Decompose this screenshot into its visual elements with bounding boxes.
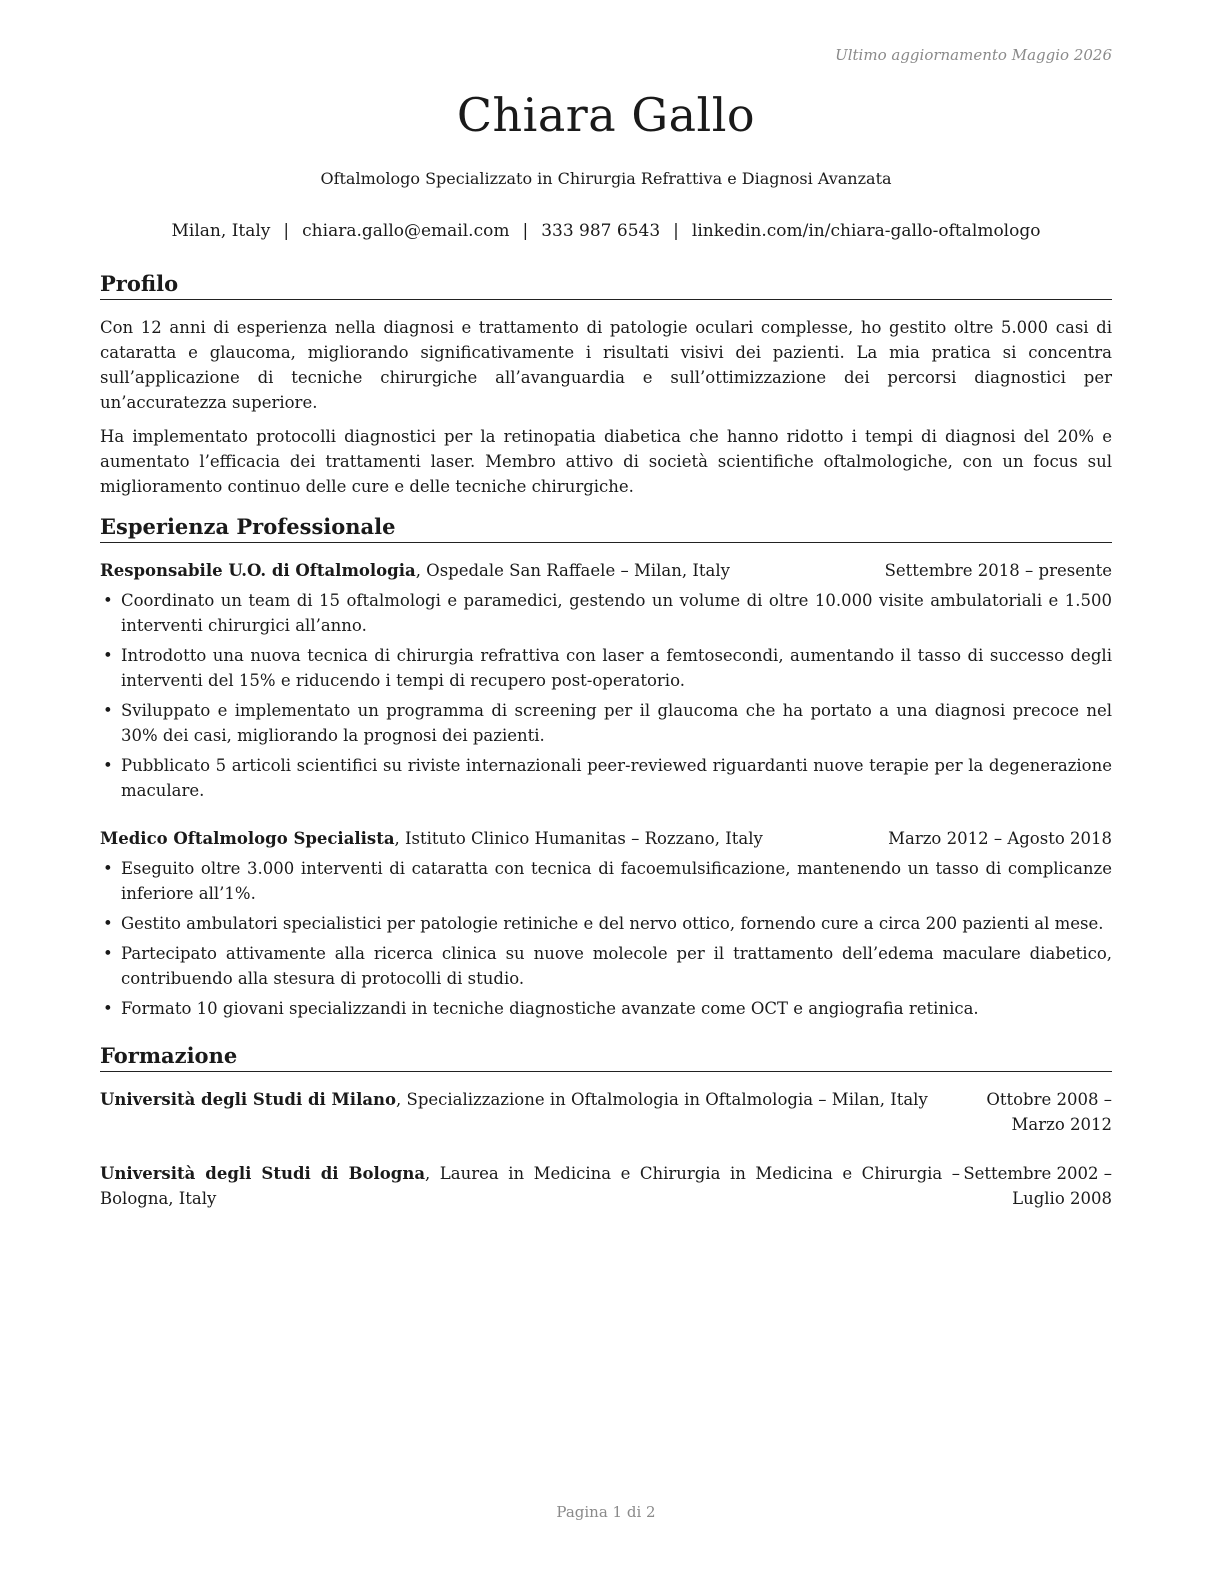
job-dates: Marzo 2012 – Agosto 2018 [888, 829, 1112, 848]
degree: , Laurea in Medicina e Chirurgia in Medicina e Chirurgia – Bologna, Italy [100, 1164, 960, 1208]
contact-separator: | [283, 221, 290, 241]
person-name: Chiara Gallo [456, 88, 756, 142]
education-detail [100, 1087, 960, 1112]
job-place: , Ospedale San Raffaele – Milan, Italy [415, 561, 730, 580]
bullet-icon: • [103, 756, 113, 775]
degree: , Specializzazione in Oftalmologia in Oftalmologia – Milan, Italy [396, 1090, 928, 1109]
bullet-icon: • [103, 859, 113, 878]
job-dates: Settembre 2018 – presente [884, 561, 1112, 580]
contact-location: Milan, Italy [171, 221, 271, 241]
job-header [100, 558, 1112, 583]
bullet-text: Gestito ambulatori specialistici per patologie retiniche e del nervo ottico, fornendo cure a circa 200 pazienti al mese. [121, 914, 1104, 933]
bullet-text: Pubblicato 5 articoli scientifici su riviste internazionali peer-reviewed riguardanti nuove terapie per la degenerazione maculare. [121, 756, 1112, 800]
section-title-profile: Profilo [100, 271, 1112, 300]
professional-title: Oftalmologo Specializzato in Chirurgia Refrattiva e Diagnosi Avanzata [320, 169, 892, 188]
page-number: Pagina 1 di 2 [556, 1503, 656, 1521]
education-entry [100, 1161, 1112, 1211]
list-item [100, 941, 1112, 991]
profile-paragraph: Ha implementato protocolli diagnostici per la retinopatia diabetica che hanno ridotto i tempi di diagnosi del 20% e aumentato l’efficacia dei trattamenti laser. Membro attivo di società scientifiche oftalmologiche, con un focus sul miglioramento continuo delle cure e delle tecniche chirurgiche. [100, 427, 1112, 496]
bullet-icon: • [103, 914, 113, 933]
last-updated: Ultimo aggiornamento Maggio 2026 [835, 46, 1112, 64]
contact-separator: | [522, 221, 529, 241]
contact-email[interactable]: chiara.gallo@email.com [302, 221, 510, 241]
job-place: , Istituto Clinico Humanitas – Rozzano, Italy [394, 829, 763, 848]
bullet-icon: • [103, 944, 113, 963]
job-role: Medico Oftalmologo Specialista [100, 829, 395, 848]
bullet-text: Formato 10 giovani specializzandi in tecniche diagnostiche avanzate come OCT e angiografia retinica. [121, 999, 979, 1018]
bullet-icon: • [103, 646, 113, 665]
contact-linkedin[interactable]: linkedin.com/in/chiara-gallo-oftalmologo [691, 221, 1041, 241]
school-name: Università degli Studi di Milano [100, 1090, 397, 1109]
list-item [100, 911, 1112, 936]
bullet-icon: • [103, 701, 113, 720]
list-item [100, 753, 1112, 803]
contact-phone: 333 987 6543 [541, 221, 661, 241]
bullet-text: Coordinato un team di 15 oftalmologi e paramedici, gestendo un volume di oltre 10.000 visite ambulatoriali e 1.500 interventi chirurgici all’anno. [121, 591, 1112, 635]
bullet-icon: • [103, 591, 113, 610]
profile-paragraph: Con 12 anni di esperienza nella diagnosi e trattamento di patologie oculari complesse, ho gestito oltre 5.000 casi di cataratta e glaucoma, migliorando significativamente i risultati visivi dei pazienti. La mia pratica si concentra sull’applicazione di tecniche chirurgiche all’avanguardia e sull’ottimizzazione dei percorsi diagnostici per un’accuratezza superiore. [100, 318, 1112, 412]
list-item [100, 698, 1112, 748]
section-title-education: Formazione [100, 1043, 1112, 1072]
contact-line [100, 221, 1112, 241]
education-entry [100, 1087, 1112, 1134]
bullet-text: Sviluppato e implementato un programma di screening per il glaucoma che ha portato a una diagnosi precoce nel 30% dei casi, migliorando la prognosi dei pazienti. [121, 701, 1112, 745]
school-name: Università degli Studi di Bologna [100, 1164, 426, 1183]
resume-page [100, 0, 1112, 1584]
contact-separator: | [673, 221, 679, 241]
section-title-experience: Esperienza Professionale [100, 514, 1112, 543]
list-item [100, 996, 1112, 1021]
job-bullets [100, 588, 1112, 808]
job-role: Responsabile U.O. di Oftalmologia [100, 561, 416, 580]
education-dates: Settembre 2002 – Luglio 2008 [963, 1164, 1112, 1208]
education-detail [100, 1161, 960, 1211]
bullet-text: Introdotto una nuova tecnica di chirurgia refrattiva con laser a femtosecondi, aumentando il tasso di successo degli interventi del 15% e riducendo i tempi di recupero post-operatorio. [121, 646, 1112, 690]
bullet-text: Eseguito oltre 3.000 interventi di cataratta con tecnica di facoemulsificazione, mantenendo un tasso di complicanze inferiore all’1%. [121, 859, 1112, 903]
list-item [100, 588, 1112, 638]
education-dates: Ottobre 2008 – Marzo 2012 [986, 1090, 1112, 1134]
bullet-text: Partecipato attivamente alla ricerca clinica su nuove molecole per il trattamento dell’edema maculare diabetico, contribuendo alla stesura di protocolli di studio. [121, 944, 1112, 988]
list-item [100, 643, 1112, 693]
bullet-icon: • [103, 999, 113, 1018]
list-item [100, 856, 1112, 906]
job-bullets [100, 856, 1112, 1026]
job-header [100, 826, 1112, 851]
